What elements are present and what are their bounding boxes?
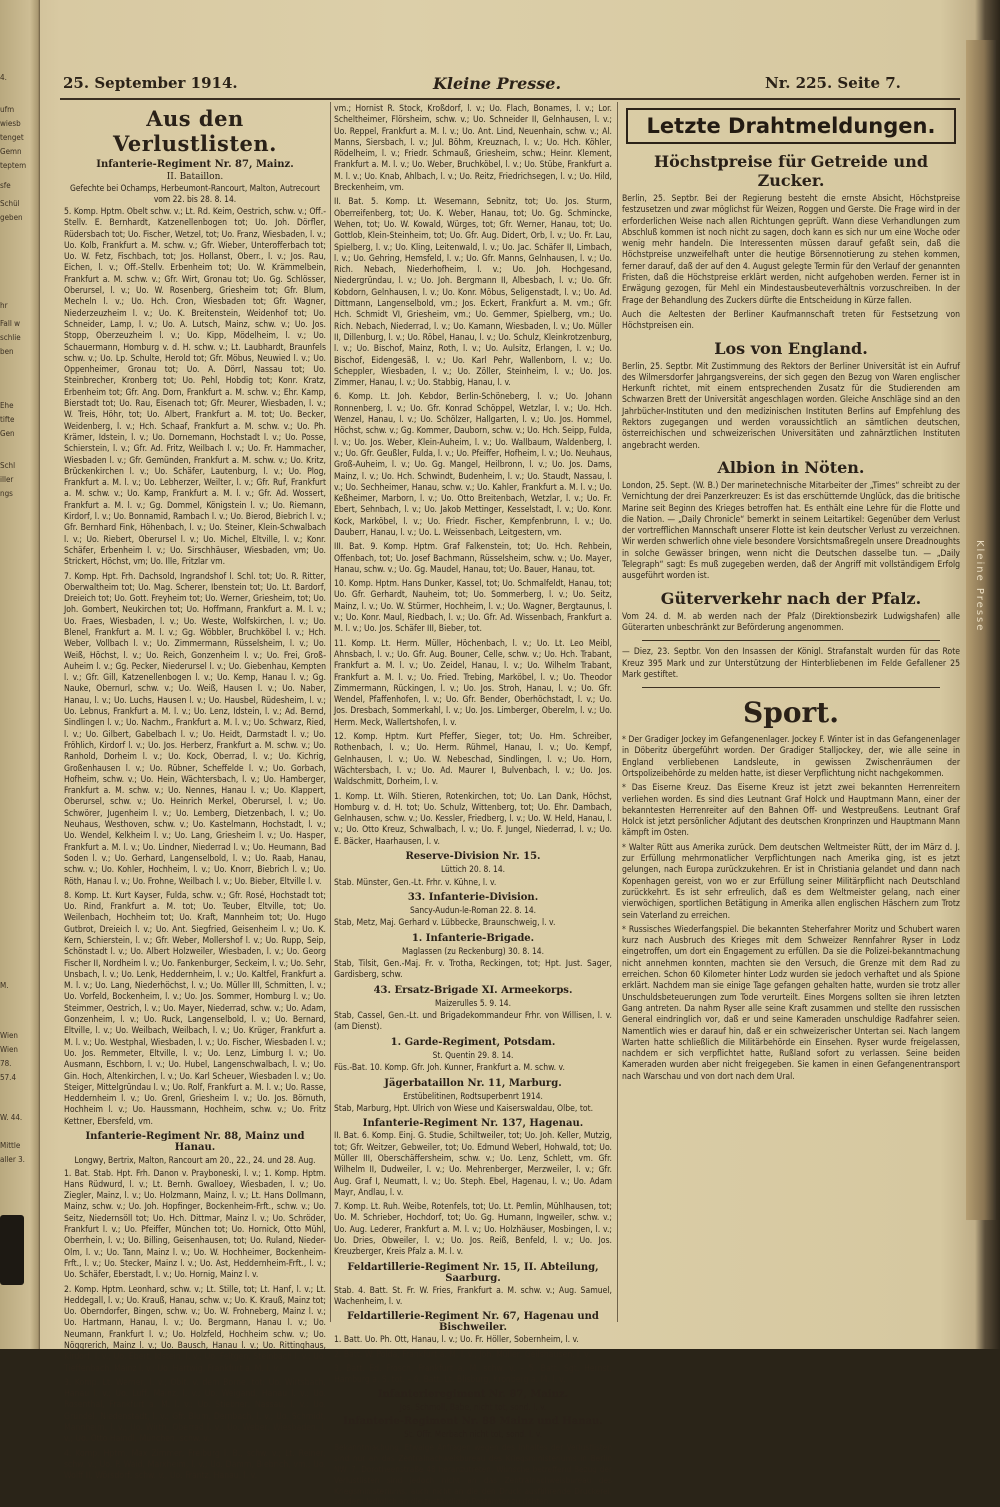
left-page-fragment: iller: [0, 475, 14, 484]
unit-heading: 1. Garde-Regiment, Potsdam.: [390, 1036, 556, 1048]
regiment-heading: Infanterie-Regiment Nr. 87, Mainz.: [96, 159, 294, 170]
casualty-paragraph: vm.; Hornist R. Stock, Kroßdorf, l. v.; Uo. Flach, Bonames, l. v.; Lor. Scheltheimer, Flörsheim, schw. v.; Uo. Schneider II, Gelnhausen, l. v.; Uo. Reppel, Frankfurt a. M. l. v.; Uo. Ant. Lind, Neuenhain, schw. v.; Al. Manns, Siersbach, l. v.; Jul. Böhm, Kreuznach, l. v.; Uo. Hch. Köhler, Rödelheim, l. v.; Friedr. Schmauß, Griesheim, schw.; Heinr. Klement, Frankfurt a. M. l. v.; Uo. Weber, Bruchköbel, l. v.; Uo. Stübe, Frankfurt a. M. l. v.; Uo. Knab, Ahlbach, l. v.; Uo. Reitz, Friedrichsegen, l. v.; Uo. Hild, Breckenheim, vm.: [334, 104, 612, 194]
left-page-fragment: ngs: [0, 489, 13, 498]
left-page-fragment: 4.: [0, 73, 7, 82]
column-drahtmeldungen: [622, 104, 960, 1324]
column-verlustlisten: [64, 104, 326, 1482]
column-verlustlisten-continued: [334, 104, 612, 1507]
unit-location: Lüttich 20. 8. 14.: [440, 864, 506, 874]
correction-heading: Infanterieregiment Nr. 87, Mainz.: [377, 1389, 569, 1401]
left-page-fragment: Wien: [0, 1031, 18, 1040]
left-page-initial-block: [0, 1215, 24, 1285]
unit-location: Sancy-Audun-le-Roman 22. 8. 14.: [409, 904, 537, 915]
casualty-paragraph: 2. Komp. Hptm. Leonhard, schw. v.; Lt. Stille, tot; Lt. Hanf, l. v.; Lt. Heddegall, l. v.; Uo. Krauß, Hanau, schw. v.; Uo. K. Krauß, Mainz tot; Uo. Oberndorfer, Bingen, schw. v.; Uo. W. Frohneberg, Mainz l. v.; Uo. Hartmann, Hanau, l. v.; Uo. Bergmann, Hanau l. v.; Uo. Neumann, Frankfurt l. v.; Uo. Holzfeld, Hochheim schw. v.; Uo. Nöggrerich, Mainz l. v.; Uo. Bausch, Hanau l. v.; Uo. Rittinghaus, Kirdorf, l. v.; Uo. Ebert, Idstein, l. v.; Uo. Feltgen, Steinbach l. v.; Uo. Tieffenbach, Mainz l. v.; Uo. Hartwig, Frankfurt a. M. l. v.: [64, 1284, 326, 1374]
unit-entry: Stab, Cassel, Gen.-Lt. und Brigadekommandeur Frhr. von Willisen, l. v. (am Dienst).: [334, 1011, 612, 1033]
section-box-heading: Letzte Drahtmeldungen.: [626, 108, 956, 144]
sport-paragraph: * Der Gradiger Jockey im Gefangenenlager. Jockey F. Winter ist in das Gefangenenlager in Döberitz übergeführt worden. Der Gradiger Stalljockey, der, wie alle seine in England verbliebenen Landsleute, in gewissen Zwischenräumen der Ortspolizeibehörde zu melden hatte, ist dieser Verpflichtung nicht nachgekommen.: [622, 735, 960, 779]
casualty-paragraph: III. Bat. 9. Komp. Hptm. Graf Falkenstein, tot; Uo. Hch. Rehbein, Offenbach, tot; Uo. Josef Bachmann, Rüsselsheim, schw. v.; Uo. Mayer, Hanau, schw. v.; Uo. Gg. Maudel, Hanau, tot; Uo. Bauer, Hanau, tot.: [334, 542, 612, 575]
unit-entry: 1. Batt. Uo. Ph. Ott, Hanau, l. v.; Uo. Fr. Höller, Sobernheim, l. v.: [334, 1335, 579, 1346]
unit-heading: 1. Infanterie-Brigade.: [411, 932, 535, 944]
battalion-heading: II. Bataillon.: [166, 172, 224, 182]
unit-entry: Stab, Tilsit, Gen.-Maj. Fr. v. Trotha, Reckingen, tot; Hpt. Just. Sager, Gardisberg, schw.: [334, 959, 612, 981]
casualty-paragraph: II. Bat. 6. Komp. Einj. G. Studie, Schiltweiler, tot; Uo. Joh. Keller, Mutzig, tot; Gfr. Weitzer, Gebweiler, tot; Uo. Edmund Weberl, Hohwald, tot; Uo. Müller III, Oberschäffersheim, schw. v.; Uo. Lenz, Schlett, vm. Gfr. Wilhelm II, Dudweiler, l. v.; Uo. Mehrenberger, Merzweiler, l. v.; Gfr. Aug. Graf I, Neumatt, l. v.; Uo. Steph. Ebel, Hagenau, l. v.; Uo. Adam Mayr, Andlau, l. v.: [334, 1131, 612, 1198]
news-heading: Los von England.: [714, 338, 868, 358]
left-page-fragment: Fall w: [0, 319, 20, 328]
left-page-fragment: tifte: [0, 415, 15, 424]
left-page-fragment: 78.: [0, 1059, 12, 1068]
correction-entry: St. Offr. Merbach nicht tot, sond. l. v.: [403, 1428, 543, 1439]
casualty-paragraph: 12. Komp. Hptm. Kurt Pfeffer, Sieger, tot; Uo. Hm. Schreiber, Rothenbach, l. v.; Uo. Herm. Rühmel, Hanau, l. v.; Uo. Kempf, Gelnhausen, l. v.; Uo. W. Nebeschad, Sindlingen, l. v.; Uo. Horn, Wächtersbach, l. v.; Uo. Ad. Maurer I, Bulvenbach, l. v.; Uo. Jos. Waldschmitt, Dorheim, l. v.: [334, 732, 612, 788]
unit-heading: Infanterie-Regiment Nr. 137, Hagenau.: [362, 1118, 584, 1130]
casualty-paragraph: 1. Bat. Stab. Hpt. Frh. Danon v. Prayboneski, l. v.; 1. Komp. Hptm. Hans Rüdwurd, l. v.; Lt. Bernh. Gwalloey, Wiesbaden, l. v.; Uo. Ziegler, Mainz, l. v.; Uo. Holzmann, Mainz, l. v.; Lt. Hans Dollmann, Mainz, schw. v.; Uo. Joh. Hopfinger, Bockenheim-Frft., schw. v.; Uo. Seitz, Niedernsöll tot; Uo. Hch. Dittmar, Mainz l. v.; Uo. Schröder, Frankfurt l. v.; Uo. Pfeiffer, München tot; Uo. Hornick, Otto Mühl, Oberrhein, l. v.; Uo. Billing, Geisenhausen, tot; Uo. Ruland, Nieder-Olm, l. v.; Uo. Tann, Mainz l. v.; Uo. W. Hochheimer, Bockenheim-Frft., l. v.; Uo. Stecker, Mainz l. v.; Uo. Ast, Heddernheim-Frft., l. v.; Uo. Schäfer, Eberstadt, l. v.; Uo. Hornig, Mainz l. v.: [64, 1168, 326, 1281]
unit-location: St. Quentin 29. 8. 14.: [432, 1049, 514, 1060]
unit-entry: 2. Batt. W. Polda, Frankfurt a. M. l. v.; Joh. Müller, Geilshausen, l. v.: [334, 1349, 591, 1360]
casualty-paragraph: 6. Komp. Lt. Joh. Kebdor, Berlin-Schöneberg, l. v.; Uo. Johann Ronnenberg, l. v.; Uo. Gfr. Konrad Schöppel, Wetzlar, l. v.; Uo. Hch. Wenzel, Hanau, l. v.; Uo. Schölzer, Hallgarten, l. v.; Uo. Jos. Hommel, Höchst, schw. v.; Gg. Kommer, Dauborn, schw. v.; Uo. Hch. Seipp, Fulda, l. v.; Uo. Jos. Weber, Klein-Auheim, l. v.; Uo. Wallbaum, Waldenberg, l. v.; Uo. Gfr. Geußler, Fulda, l. v.; Uo. Pfeiffer, Hofheim, l. v.; Uo. Neuhaus, Groß-Auheim, l. v.; Uo. Gg. Mangel, Heilbronn, l. v.; Uo. Jos. Dams, Mainz, l. v.; Uo. Hch. Schwindt, Budenheim, l. v.; Uo. Staudt, Nassau, l. v.; Uo. Sechheimer, Hanau, schw. v.; Uo. Kahler, Frankfurt a. M. l. v.; Uo. Keßheimer, Marborn, l. v.; Uo. Otto Breitenbach, Wetzlar, l. v.; Uo. Fr. Ebert, Sehnbach, l. v.; Uo. Jakob Mettinger, Kesselstadt, l. v.; Uo. Konr. Kock, Marköbel, l. v.; Uo. Friedr. Fischer, Kempfenbrunn, l. v.; Uo. Dauberr, Hanau, l. v.; Uo. L. Weissenbach, Leitgestern, vm.: [334, 392, 612, 538]
article-heading: Aus den Verlustlisten.: [113, 106, 277, 156]
right-edge-tab: [966, 40, 996, 1220]
unit-location: Maglassen (zu Reckenburg) 30. 8. 14.: [401, 945, 544, 956]
correction-entry: Jos. Schmoll, Babe, nicht tot, sond. l. v.: [399, 1402, 547, 1413]
notice-paragraph: Bekanntmachung. Etwaige Anfragen wegen des Inhaltes der Verlustlisten sind nur an das Zentralnachweisbureau des Kriegsministeriums in Berlin NW. 7, Dorotheenstraße 48 heranzutreten. Wünsche betreffend Bezug der Verlustlisten sind jedoch nicht an das Zentralnachweisbureau des Kriegsministeriums, auch nicht an die den Druck ausführende Druckerei, sondern lediglich an die zuständigen Postämter zu richten.: [334, 1442, 612, 1507]
left-page-fragment: ufm: [0, 105, 15, 114]
left-page-fragment: 57.4: [0, 1073, 17, 1082]
casualty-paragraph: 8. Komp. Lt. Kurt Kayser, Fulda, schw. v.; Gfr. Rosé, Hochstadt tot; Uo. Rind, Frankfurt a. M. tot; Uo. Teuber, Eltville, tot; Uo. Weilenbach, Hochheim tot; Uo. Kraft, Mannheim tot; Uo. Hugo Gutbrot, Dreieich l. v.; Uo. Ant. Siegfried, Geisenheim l. v.; Uo. K. Kern, Schierstein, l. v.; Gfr. Weber, Mollershof l. v.; Uo. Rupp, Seip, Schönstadt l. v.; Uo. Albert Holzweiler, Wiesbaden, l. v.; Uo. Georg Fischer II, Nordheim l. v.; Uo. Fankenburger, Seckeim, l. v.; Uo. Sehr, Unsbach, l. v.; Uo. Lenk, Heddernheim, l. v.; Uo. Kaltfel, Frankfurt a. M. l. v.; Uo. Lang, Niederhöchst, l. v.; Uo. Müller III, Schmitten, l. v.; Uo. Vorfeld, Bockenheim, l. v.; Uo. Jos. Sommer, Homburg l. v.; Uo. Steimmer, Oestrich, l. v.; Uo. Mayer, Niederrad, schw. v.; Uo. Adam, Gonzenheim, l. v.; Uo. Ruck, Langenselbold, l. v.; Uo. Bernard, Eltville, l. v.; Uo. Weilbach, Weilbach, l. v.; Uo. Krüger, Frankfurt a. M. l. v.; Uo. Westphal, Wiesbaden, l. v.; Uo. Fischer, Wiesbaden l. v.; Uo. Jos. Remmeter, Eltville, l. v.; Uo. Lenz, Limburg l. v.; Uo. Ausmann, Eschborn, l. v.; Uo. Hubel, Langenschwalbach, l. v.; Uo. Gin. Hoch, Altenkirchen, l. v.; Uo. Karl Scheuer, Wiesbaden l. v.; Uo. Steiger, Mittelgründau l. v.; Uo. Rolf, Frankfurt a. M. l. v.; Uo. Rasse, Heddernheim l. v.; Uo. Grenl, Griesheim l. v.; Uo. Jos. Börnuth, Hochheim l. v.; Uo. Haussmann, Hochheim, schw. v.; Uo. Fritz Kettner, Ebersfeld, vm.: [64, 890, 326, 1127]
header-rule: [60, 98, 960, 100]
unit-heading: Reserve-Division Nr. 15.: [405, 851, 541, 862]
left-page-fragment: geben: [0, 213, 23, 222]
unit-heading: 33. Infanterie-Division.: [407, 891, 539, 903]
unit-entry: 3. Batt. Ed. Frosch, Frankfurt a. M. schw. v. – 5. Batt. Sgt. Hernst, Hamburg a. S. tot. – 6. Batt. Lt. Blisburg, Kronberg a. M. l. v.: [334, 1363, 612, 1386]
casualty-paragraph: 3. Komp. Lt. Werner, l. v.; Oblt. v. dem Borne, tot; Uo. Wirtsbach, Hanau l. v.; Uo. Luff, Mainz, l. v.; Uo. Weigand, Hanau l. v.; Uo. Rosenthal, Frankfurt a. M. l. v.; Uo. Stiebner, Nassau, l. v.; Uo. Gründel, Niedenstadt, l. v.; Gfr. Blum, Dernbach, l. v.; Uo. Schmidt, Mannheim, l. v.; Uo. Wirth, Oberrad l. v.; Uo. Weber, Wiesbaden, l. v.; Uo. Otto Haindl, München, schw. v.: [64, 1377, 326, 1445]
left-page-fragment: tenget: [0, 133, 24, 142]
left-page-fragment: schlie: [0, 333, 21, 342]
left-page-fragment: sfe: [0, 181, 11, 190]
news-paragraph: Berlin, 25. Septbr. Bei der Regierung besteht die ernste Absicht, Höchstpreise festzusetzen und zwar möglichst für Weizen, Roggen und Gerste. Die Frage wird in der erforderlichen Weise nach allen Richtungen geprüft. Wann diese Verhandlungen zum Abschluß kommen ist noch nicht zu sagen, doch kann es sich nur um eine Woche oder wenig mehr handeln. Die Interessenten müssen darauf gefaßt sein, daß die Höchstpreise unzweifelhaft unter die heutige Börsennotierung zu stehen kommen, ferner darauf, daß der auf den 4. August gelegte Termin für den Verlauf der genannten Fristen, daß die Höchstpreise erklärt werden, nicht aufgehoben werden. Ferner ist in Erwägung gezogen, für Mehl ein Mindestausbeuteverhältnis vorzuschreiben. In der Frage der Behandlung des Zuckers dürfte die Entscheidung in Kürze fallen.: [622, 194, 960, 306]
news-paragraph: London, 25. Sept. (W. B.) Der marinetechnische Mitarbeiter der „Times“ schreibt zu der Vernichtung der drei Panzerkreuzer: Es ist das erschütternde Unglück, das die britische Marine seit Beginn des Krieges betroffen hat. Es enthält eine Lehre für die Flotte und die Nation. — „Daily Chronicle“ bemerkt in seinem Leitartikel: Gegenüber dem Verlust der vortrefflichen Mannschaft unserer Flotte ist kein deutscher Verlust zu verzeichnen. Wir werden schwerlich ohne viele besondere Vorsichtsmaßregeln unsere Dreadnoughts in solche Gewässer bringen, wenn nicht die Deutschen dasselbe tun. — „Daily Telegraph“ sagt: Es muß zugegeben werden, daß der Angriff mit vollständigem Erfolg ausgeführt worden ist.: [622, 480, 960, 582]
unit-heading: 43. Ersatz-Brigade XI. Armeekorps.: [373, 984, 573, 996]
left-page-fragment: Mittle: [0, 1141, 21, 1150]
regiment-heading: Infanterie-Regiment Nr. 88, Mainz und Hanau.: [85, 1131, 305, 1154]
casualty-paragraph: 1. Komp. Lt. Wilh. Stieren, Rotenkirchen, tot; Uo. Lan Dank, Höchst, Homburg v. d. H. tot; Uo. Schulz, Wittenberg, tot; Uo. Ehr. Dambach, Gelnhausen, schw. v.; Uo. Kessler, Friedberg, l. v.; Uo. W. Held, Hanau, l. v.; Uo. Otto Kreuz, Schwalbach, l. v.; Uo. F. Jungel, Niederrad, l. v.; Uo. E. Bäcker, Haarhausen, l. v.: [334, 791, 612, 847]
unit-entry: Stab, Metz, Maj. Gerhard v. Lübbecke, Braunschweig, l. v.: [334, 918, 556, 929]
news-heading: Albion in Nöten.: [717, 457, 865, 477]
divider: [642, 687, 940, 688]
news-heading: Höchstpreise für Getreide und Zucker.: [653, 152, 929, 190]
left-page-fragment: Schül: [0, 199, 20, 208]
correction-heading: Infanterie-Regiment Nr. 88 Mainz und Hanau.: [343, 1415, 603, 1427]
news-paragraph: Auch die Aeltesten der Berliner Kaufmannschaft treten für Festsetzung von Höchstpreisen ein.: [622, 309, 960, 332]
column-rule: [330, 102, 331, 1322]
header-date: 25. September 1914.: [63, 74, 238, 92]
header-issue-page: Nr. 225. Seite 7.: [765, 74, 901, 92]
sport-paragraph: * Das Eiserne Kreuz. Das Eiserne Kreuz ist jetzt zwei bekannten Herrenreitern verliehen worden. Es sind dies Leutnant Graf Holck und Hauptmann Mann, einer der bekanntesten Herrenreiter auf den Bahnen Off- und Westpreußens. Leutnant Graf Holck ist jetzt persönlicher Adjutant des deutschen Kronprinzen und Hauptmann Mann kämpft im Osten.: [622, 783, 960, 839]
left-page-gutter: [0, 0, 40, 1349]
unit-heading: Jägerbataillon Nr. 11, Marburg.: [384, 1077, 562, 1089]
right-edge-tab-label: Kleine Presse: [974, 540, 985, 633]
divider: [642, 640, 940, 641]
left-page-fragment: Gemn: [0, 147, 22, 156]
news-paragraph: Vom 24. d. M. ab werden nach der Pfalz (Direktionsbezirk Ludwigshafen) alle Güterarten unbeschränkt zur Beförderung angenommen.: [622, 611, 960, 633]
unit-entry: Füs.-Bat. 10. Komp. Gfr. Joh. Kunner, Frankfurt a. M. schw. v.: [334, 1063, 565, 1074]
left-page-fragment: aller 3.: [0, 1155, 25, 1164]
battle-caption: Gefechte bei Ochamps, Herbeumont-Rancourt, Malton, Autrecourt vom 22. bis 28. 8. 14.: [69, 183, 320, 204]
left-page-fragment: wiesb: [0, 119, 21, 128]
news-heading: Güterverkehr nach der Pfalz.: [660, 588, 922, 608]
unit-heading: Feldartillerie-Regiment Nr. 15, II. Abteilung, Saarburg.: [347, 1261, 599, 1284]
left-page-fragment: M.: [0, 981, 9, 990]
unit-entry: Stab, Marburg, Hpt. Ulrich von Wiese und Kaiserswaldau, Olbe, tot.: [334, 1104, 594, 1115]
battle-caption: Longwy, Bertrix, Malton, Rancourt am 20., 22., 24. und 28. Aug.: [74, 1155, 316, 1166]
unit-location: Erstübelitinen, Rodtsuperbenrt 1914.: [403, 1090, 543, 1101]
unit-location: Maizerulles 5. 9. 14.: [435, 997, 511, 1008]
news-paragraph: Berlin, 25. Septbr. Mit Zustimmung des Rektors der Berliner Universität ist ein Aufruf des Wilmersdorfer Jahrgangsvereins, der sich gegen den Bezug von Waren englischer Herkunft richtet, mit einem entsprechenden Zusatz für die Studierenden am Schwarzen Brett der Universität angeschlagen worden. Gleiche Anschläge sind an den Jahrbücher-Instituten und den medizinischen Instituten Berlins auf Empfehlung des Rektors zugegangen und werden voraussichtlich an sämtlichen deutschen, österreichischen und schweizerischen Universitäten und zahnärztlichen Instituten angebracht werden.: [622, 361, 960, 451]
casualty-paragraph: 4. Komp. Hptm. Max Zimmer, Freiburg l. B., schw. v.; Lt. Reiner, schw. v.; Uo. P. Waid, Marxheim, l. v.; Uo. Damm, Biebrich, vm.; Uo. Wolff II, Wörsdorf, schw. v.; Uo. Frantz, Hanau, l. v.: [64, 1448, 326, 1482]
unit-entry: Stab. 4. Batt. St. Fr. W. Fries, Frankfurt a. M. schw. v.; Aug. Samuel, Wachenheim, l. v.: [334, 1285, 612, 1307]
header-title: Kleine Presse.: [433, 74, 562, 93]
casualty-paragraph: 11. Komp. Lt. Herm. Müller, Höchenbach, l. v.; Uo. Lt. Leo Meibl, Ahnsbach, l. v.; Uo. Gfr. Aug. Bouner, Celle, schw. v.; Uo. Hch. Trabant, Frankfurt a. M. l. v.; Uo. Zeidel, Hanau, l. v.; Uo. Wilhelm Trabant, Frankfurt a. M. l. v.; Uo. Fried. Trebing, Marköbel, l. v.; Uo. Theodor Zimmermann, Rückingen, l. v.; Uo. Jos. Stroh, Hanau, l. v.; Uo. Gfr. Wendel, Pfaffenhofen, l. v.; Uo. Gfr. Bender, Oberhöchstadt, l. v.; Uo. Jos. Dresbach, Sommerkahl, l. v.; Uo. Jos. Limberger, Oberelm, l. v.; Uo. Herm. Meck, Wallertshofen, l. v.: [334, 638, 612, 728]
column-rule: [617, 102, 618, 1322]
sport-paragraph: * Walter Rütt aus Amerika zurück. Dem deutschen Weltmeister Rütt, der im März d. J. zur Erfüllung mehrmonatlicher Verpflichtungen nach Amerika ging, ist es jetzt gelungen, nach Europa zurückzukehren. Er ist in Christiania gelandet und dann nach Kopenhagen gereist, von wo er zur Erfüllung seiner Militärpflicht nach Deutschland zurückkehrt. Es ist sehr erfreulich, daß es dem Weltmeister gelang, nach einer vierwöchigen, sportlichen Betätigung in Amerika allen englischen Häschern zum Trotz sein Vaterland zu erreichen.: [622, 842, 960, 921]
news-paragraph: — Diez, 23. Septbr. Von den Insassen der Königl. Strafanstalt wurden für das Rote Kreuz 395 Mark und zur Unterstützung der Hinterbliebenen im Felde Gefallener 25 Mark gestiftet.: [622, 647, 960, 680]
casualty-paragraph: 10. Komp. Hptm. Hans Dunker, Kassel, tot; Uo. Schmalfeldt, Hanau, tot; Uo. Gfr. Gerhardt, Nauheim, tot; Uo. Sommerberg, l. v.; Uo. Seitz, Mainz, l. v.; Uo. W. Stürmer, Hochheim, l. v.; Uo. Wagner, Bergtaunus, l. v.; Uo. Konr. Maul, Riedbach, l. v.; Uo. Gfr. Ad. Wissenbach, Frankfurt a. M. l. v.; Uo. Jos. Schäfer III, Bieber, tot.: [334, 579, 612, 635]
left-page-fragment: Gen: [0, 429, 15, 438]
left-page-fragment: Wien: [0, 1045, 18, 1054]
casualty-paragraph: 5. Komp. Hptm. Obelt schw. v.; Lt. Rd. Keim, Oestrich, schw. v.; Off.-Stellv. E. Bernhardt, Katzenellenbogen tot; Uo. Joh. Dörfler, Rüdersbach tot; Uo. Fischer, Wetzel, tot; Uo. Franz, Wiesbaden, l. v.; Uo. Kolb, Frankfurt a. M. schw. v.; Gfr. Wieber, Unterofferbach tot; Uo. W. Fetz, Fischbach, tot; Jos. Hollanst, Oberr., l. v.; Jos. Rau, Eichen, l. v.; Off.-Stellv. Erbenheim tot; Uo. W. Krämmelbein, Frankfurt a. M. schw. v.; Gfr. Wirt, Gronau tot; Uo. Gg. Schlösser, Oberursel, l. v.; Uo. W. Rosenberg, Griesheim tot; Gfr. Blum, Mecheln l. v.; Uo. Hch. Cron, Wiesbaden tot; Gfr. Wagner, Niederzeuzheim l. v.; Uo. K. Breitenstein, Weidenhof tot; Uo. Schneider, Lamp, l. v.; Uo. A. Lutsch, Mainz, schw. v.; Uo. Jos. Stopp, Oberzeuzheim l. v.; Uo. Kipp, Mödelheim, l. v.; Uo. Schauermann, Homburg v. d. H. schw. v.; Lt. Laubhardt, Braunfels schw. v.; Uo. Lp. Schulte, Herold tot; Gfr. Möbus, Neuwied l. v.; Uo. Oppenheimer, Gronau tot; Uo. A. Dörrl, Nassau tot; Uo. Steinbrecher, Kronberg tot; Uo. Pehl, Hobdig tot; Konr. Kratz, Erbenheim tot; Gfr. Ang. Dorn, Frankfurt a. M. schw. v.; Ehr. Kamp, Bierstadt tot; Uo. Rau, Eisenach tot; Gfr. Meurer, Wiesbaden, l. v.; W. Treis, Höhr, tot; Uo. Albert, Frankfurt a. M. tot; Uo. Becker, Weidenberg, l. v.; Hch. Schaaf, Frankfurt a. M. schw. v.; Uo. Ph. Krämer, Idstein, l. v.; Uo. Dornemann, Hochstadt l. v.; Uo. Posse, Schierstein, l. v.; Gfr. Ad. Fritz, Weilbach l. v.; Uo. Fr. Hammacher, Wiesbaden l. v.; Gfr. Gemünden, Frankfurt a. M. schw. v.; Uo. Kritz, Brückenkirchen l. v.; Uo. Schäfer, Lautenburg, l. v.; Uo. Plog, Frankfurt a. M. l. v.; Uo. Lebherzer, Weilter, l. v.; Gfr. Ruf, Frankfurt a. M. schw. v.; Uo. Kamp, Frankfurt a. M. l. v.; Gfr. Ad. Wossert, Frankfurt a. M. l. v.; Gg. Dommel, Königstein l. v.; Uo. Riemann, Kirdorf, l. v.; Uo. Bonnamid, Rambach l. v.; Uo. Bierod, Biebrich l. v.; Gfr. Bernhard Fink, Höhenbach, l. v.; Uo. Steiner, Klein-Schwalbach l. v.; Uo. Riebert, Oberursel l. v.; Uo. Michel, Eltville, l. v.; Konr. Schäfer, Erbenheim l. v.; Uo. Sirschhäuser, Wiesbaden, vm; Uo. Strickert, Höchst, vm; Uo. Ille, Fritzlar vm.: [64, 207, 326, 568]
left-page-fragment: Ehe: [0, 401, 14, 410]
left-page-fragment: Schl: [0, 461, 16, 470]
casualty-paragraph: 7. Komp. Hpt. Frh. Dachsold, Ingrandshof l. Schl. tot; Uo. R. Ritter, Oberwaltheim tot; Uo. Mag. Scherer, Ibenstein tot; Uo. Lt. Bardorf, Dreieich tot; Uo. Gott. Freyheim tot; Uo. Werner, Griesheim, tot; Uo. Joh. Gombert, Neukirchen tot; Uo. Hoffmann, Frankfurt a. M. l. v.; Uo. Fraes, Wiesbaden, l. v.; Uo. Weste, Wolfskirchen, l. v.; Uo. Blenel, Frankfurt a. M. l. v.; Gg. Wöbbler, Bruchköbel l. v.; Hch. Weber, Vollbach l. v.; Uo. Zimmermann, Rüsselsheim, l. v.; Uo. Weiß, Höchst, l. v.; Uo. Reich, Gonzenheim l. v.; Uo. Frei, Groß-Auheim l. v.; Gg. Pecker, Niederursel l. v.; Uo. Giebenhau, Kempten l. v.; Gfr. Gill, Katzenellenbogen l. v.; Uo. Kemp, Hanau l. v.; Gg. Nauke, Obernurl, schw. v.; Uo. Weiß, Hausen l. v.; Uo. Naber, Hanau, l. v.; Uo. Luchs, Hausen l. v.; Uo. Hausbel, Rüdesheim, l. v.; Uo. Lebnus, Frankfurt a. M. l. v.; Uo. Lenz, Idstein, l. v.; Ad. Bernd, Sindlingen l. v.; Uo. Nachm., Frankfurt a. M. l. v.; Uo. Schwarz, Ried, l. v.; Uo. Gilbert, Gabelbach l. v.; Uo. Heidt, Darmstadt l. v.; Uo. Fröhlich, Kirdorf l. v.; Uo. Jos. Herberz, Frankfurt a. M. schw. v.; Uo. Ranhold, Dorheim l. v.; Uo. Kock, Oberrad, l. v.; Uo. Kichrig, Großenhausen l. v.; Uo. Rübner, Scheffelde l. v.; Uo. Gorbach, Hofheim, schw. v.; Uo. Hein, Wächtersbach, l. v.; Uo. Hamberger, Frankfurt a. M. schw. v.; Uo. Nennes, Hanau l. v.; Uo. Klappert, Oberursel, schw. v.; Uo. Heinrich Merkel, Oberursel, l. v.; Uo. Schwörer, Jugenheim l. v.; Uo. Lemberg, Dietzenbach, l. v.; Uo. Neuhaus, Westhoven, schw. v.; Uo. Kastelmann, Hochstadt, l. v.; Uo. Wendel, Kelkheim l. v.; Uo. Lang, Griesheim l. v.; Uo. Hasper, Frankfurt a. M. l. v.; Uo. Lindner, Niederrad l. v.; Uo. Heumann, Bad Soden l. v.; Uo. Gerhard, Langenselbold, l. v.; Uo. Raab, Hanau, schw. v.; Uo. Kohler, Hochheim, l. v.; Uo. Knorr, Biebrich l. v.; Uo. Röth, Hanau l. v.; Uo. Frohne, Weilbach l. v.; Uo. Bieber, Eltville l. v.: [64, 571, 326, 887]
casualty-paragraph: 7. Komp. Lt. Ruh. Weibe, Rotenfels, tot; Uo. Lt. Pemlin, Mühlhausen, tot; Uo. M. Schrieber, Hochdorf, tot; Uo. Gg. Humann, Ingweiler, schw. v.; Uo. Aug. Lederer, Frankfurt a. M. l. v.; Uo. Holzhäuser, Mosbingen, l. v.; Uo. Dries, Obweiler, l. v.; Uo. Jos. Reiß, Benfeld, l. v.; Uo. Jos. Kreuzberger, Kreis Pfalz a. M. l. v.: [334, 1202, 612, 1258]
left-page-fragment: teptem: [0, 161, 27, 170]
unit-heading: Feldartillerie-Regiment Nr. 67, Hagenau und Bischweiler.: [347, 1311, 599, 1334]
unit-entry: Stab. Münster, Gen.-Lt. Frhr. v. Kühne, l. v.: [334, 877, 497, 888]
casualty-paragraph: II. Bat. 5. Komp. Lt. Wesemann, Sebnitz, tot; Uo. Jos. Sturm, Oberreifenberg, tot; Uo. K. Weber, Hanau, tot; Uo. Gg. Schmincke, Wehen, tot; Uo. W. Kowald, Würges, tot; Gfr. Werner, Hanau, tot; Uo. Gottlob, Klein-Steinheim, tot; Uo. Gfr. Aug. Didert, Orb, l. v.; Uo. Fr. Lau, Spielberg, l. v.; Uo. Kling, Leitenwald, l. v.; Uo. Jac. Schäfer II, Limbach, l. v.; Uo. Gehring, Hemsfeld, l. v.; Uo. Gfr. Manns, Gelnhausen, l. v.; Uo. Rich. Nebach, Niederhofheim, l. v.; Uo. Joh. Hochgesand, Niedergründau, l. v.; Uo. Joh. Bergmann II, Albesbach, l. v.; Uo. Gfr. Kobdorn, Gelnhausen, l. v.; Uo. Konr. Möbus, Seligenstadt, l. v.; Uo. Ad. Dittmann, Langenselbold, vm.; Jos. Eckert, Frankfurt a. M. vm.; Gfr. Hch. Schmidt VI, Griesheim, vm.; Uo. Gemmer, Spielberg, vm.; Uo. Rich. Nebach, Niederrad, l. v.; Uo. Kamann, Wiesbaden, l. v.; Uo. Müller II, Dillenburg, l. v.; Uo. Röbel, Hanau, l. v.; Uo. Schulz, Kleinkrotzenburg, l. v.; Uo. Bischof, Mainz, Roth, l. v.; Uo. Aulsitz, Erlangen, l. v.; Uo. Bischof, Eidengesäß, l. v.; Uo. Karl Pehr, Wallenborn, l. v.; Uo. Scheppler, Wiesbaden, l. v.; Uo. Zöller, Steinheim, l. v.; Uo. Jos. Zimmer, Hanau, l. v.; Uo. Stabbig, Hanau, l. v.: [334, 197, 612, 389]
left-page-fragment: W. 44.: [0, 1113, 23, 1122]
left-page-fragment: ben: [0, 347, 14, 356]
sport-heading: Sport.: [743, 696, 839, 730]
sport-paragraph: * Russisches Wiederfangspiel. Die bekannten Steherfahrer Moritz und Schubert waren kurz nach Ausbruch des Krieges mit dem Schweizer Rennfahrer Ryser in Lodz eingetroffen, um dort ein Engagement zu erfüllen. Da sie die Polizei-bekanntmachung nicht annehmen konnten, machten sie den Versuch, die Grenze mit dem Rad zu erreichen. Schon 60 Kilometer hinter Lodz wurden sie jedoch verhaftet und als Spione erklärt. Nachdem man sie einige Tage gefangen gehalten hatte, wurden sie trotz aller Unschuldsbeteuerungen zum Tode verurteilt. Eines Morgens sollten sie ihren letzten Gang antreten. Da nahm Ryser alle seine Kraft zusammen und stellte den russischen General eindringlich vor, daß er und seine Kameraden unschuldige Radfahrer seien. Namentlich wies er darauf hin, daß er ein schweizerischer Untertan sei. Nach langem Warten hatte schließlich die Militärbehörde ein Einsehen. Ryser wurde freigelassen, nachdem er sich verpflichtet hatte, Rußland sofort zu verlassen. Seine beiden Kameraden wurden aber nicht freigegeben. Sie kamen in einen Gefangenentransport nach Warschau und von dort nach dem Ural.: [622, 924, 960, 1082]
left-page-fragment: hr: [0, 301, 8, 310]
